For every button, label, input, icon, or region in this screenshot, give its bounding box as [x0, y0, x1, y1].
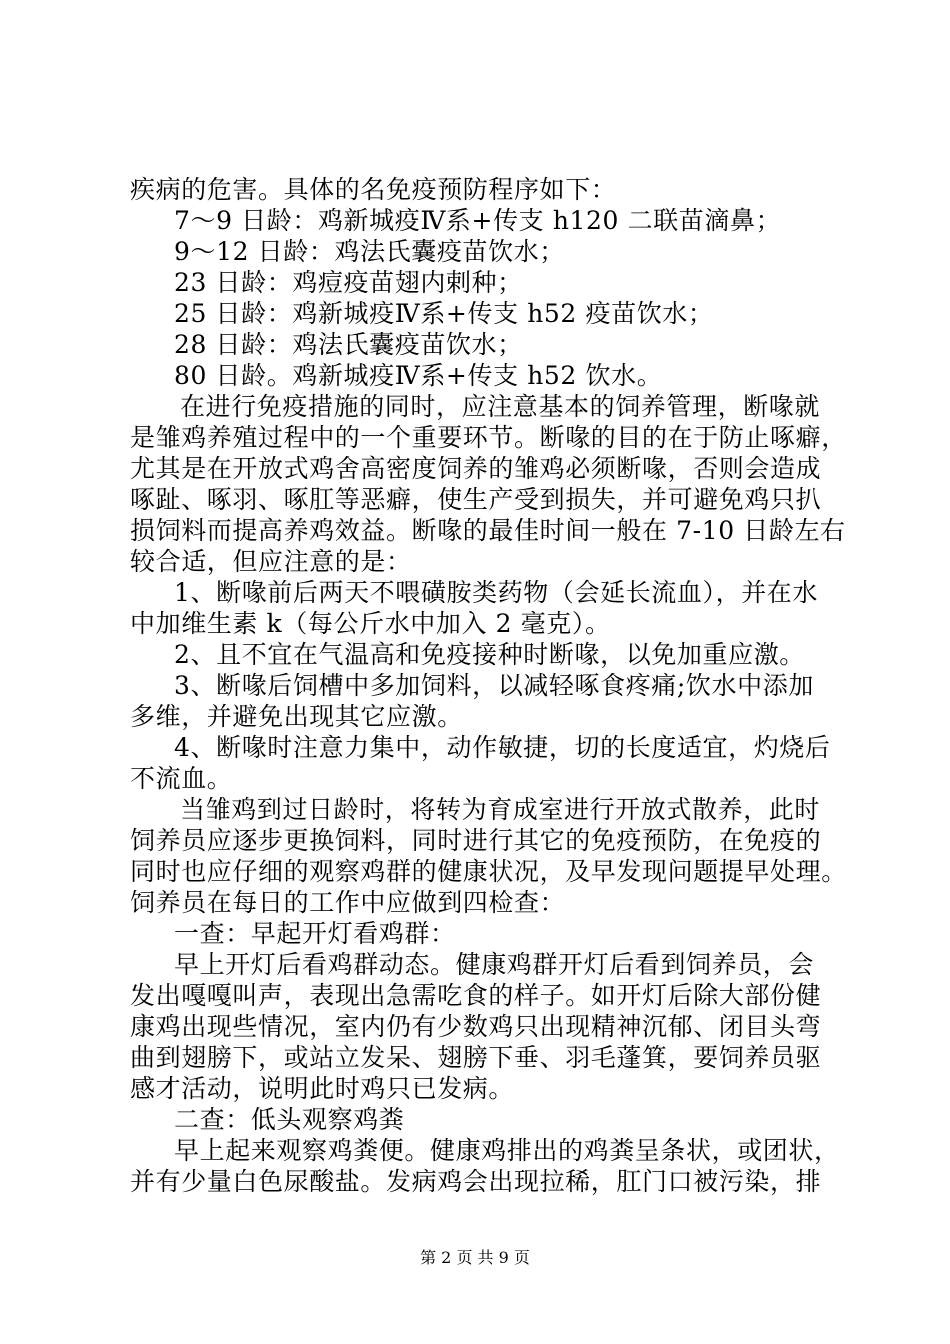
text-line: 尤其是在开放式鸡舍高密度饲养的雏鸡必须断喙，否则会造成 [130, 454, 822, 483]
text-line: 并有少量白色尿酸盐。发病鸡会出现拉稀，肛门口被污染，排 [130, 1167, 822, 1196]
text-line: 较合适，但应注意的是： [130, 547, 412, 576]
text-line: 二查：低头观察鸡粪 [174, 1105, 405, 1134]
text-line: 发出嘎嘎叫声，表现出急需吃食的样子。如开灯后除大部份健 [130, 981, 822, 1010]
text-line: 在进行免疫措施的同时，应注意基本的饲养管理，断喙就 [180, 392, 821, 421]
page-footer: 第 2 页 共 9 页 [420, 1248, 530, 1267]
text-line: 当雏鸡到过日龄时，将转为育成室进行开放式散养，此时 [180, 795, 821, 824]
document-body [130, 174, 847, 1197]
text-line: 感才活动，说明此时鸡只已发病。 [130, 1074, 515, 1103]
text-line: 疾病的危害。具体的名免疫预防程序如下： [130, 175, 617, 204]
text-line: 1、断喙前后两天不喂磺胺类药物（会延长流血），并在水 [174, 578, 819, 607]
text-line: 多维，并避免出现其它应激。 [130, 702, 463, 731]
text-line: 损饲料而提高养鸡效益。断喙的最佳时间一般在 7-10 日龄左右 [130, 516, 846, 545]
text-line: 曲到翅膀下，或站立发呆、翅膀下垂、羽毛蓬箕，要饲养员驱 [130, 1043, 822, 1072]
text-line: 25 日龄：鸡新城疫Ⅳ系+传支 h52 疫苗饮水； [174, 299, 714, 328]
text-line: 28 日龄：鸡法氏囊疫苗饮水； [174, 330, 523, 359]
text-line: 饲养员在每日的工作中应做到四检查： [130, 888, 566, 917]
text-line: 同时也应仔细的观察鸡群的健康状况，及早发现问题提早处理。 [130, 857, 847, 886]
text-line: 23 日龄：鸡痘疫苗翅内剌种； [174, 268, 523, 297]
text-line: 4、断喙时注意力集中，动作敏捷，切的长度适宜，灼烧后 [174, 733, 831, 762]
text-line: 9～12 日龄：鸡法氏囊疫苗饮水； [174, 237, 565, 266]
text-line: 2、且不宜在气温高和免疫接种时断喙，以免加重应激。 [174, 640, 805, 669]
text-line: 康鸡出现些情况，室内仍有少数鸡只出现精神沉郁、闭目头弯 [130, 1012, 822, 1041]
text-line: 是雏鸡养殖过程中的一个重要环节。断喙的目的在于防止啄癖， [130, 423, 847, 452]
text-line: 一查：早起开灯看鸡群： [174, 919, 456, 948]
text-line: 80 日龄。鸡新城疫Ⅳ系+传支 h52 饮水。 [174, 361, 663, 390]
text-line: 饲养员应逐步更换饲料，同时进行其它的免疫预防，在免疫的 [130, 826, 822, 855]
text-line: 7～9 日龄：鸡新城疫Ⅳ系+传支 h120 二联苗滴鼻； [174, 206, 782, 235]
text-line: 3、断喙后饲槽中多加饲料，以减轻啄食疼痛;饮水中添加 [174, 671, 814, 700]
text-line: 不流血。 [130, 764, 233, 793]
text-line: 中加维生素 k（每公斤水中加入 2 毫克）。 [130, 609, 611, 638]
text-line: 早上起来观察鸡粪便。健康鸡排出的鸡粪呈条状，或团状， [174, 1136, 840, 1165]
text-line: 早上开灯后看鸡群动态。健康鸡群开灯后看到饲养员，会 [174, 950, 815, 979]
text-line: 啄趾、啄羽、啄肛等恶癖，使生产受到损失，并可避免鸡只扒 [130, 485, 822, 514]
